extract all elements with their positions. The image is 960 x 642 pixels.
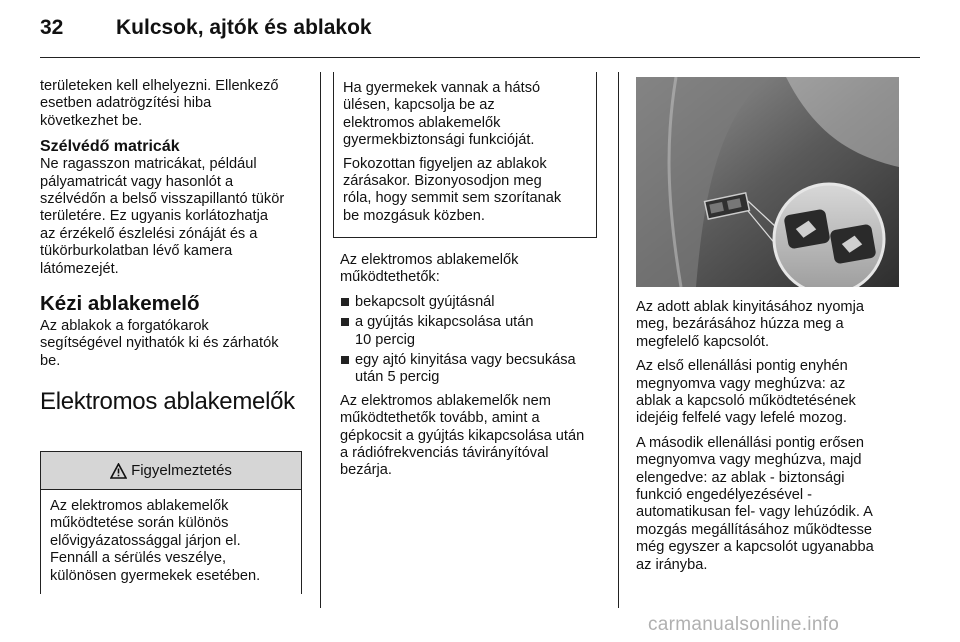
warning-header <box>41 452 301 490</box>
manual-window-heading: Kézi ablakemelő <box>40 292 200 316</box>
col3-paragraph-3: A második ellenállási pontig erősen megnyomva vagy meghúzva, majd elengedve: az ablak - biztonsági funkció engedélyezésével - automatikusan fel- vagy lehúzódik. A mozgás megállításához működtesse még egyszer a kapcsolót ugyanabba az irányba. <box>636 434 874 573</box>
list-item: egy ajtó kinyitása vagy becsukása után 5 percig <box>340 352 610 387</box>
column-divider-2 <box>618 72 619 608</box>
windshield-paragraph: Ne ragasszon matricákat, például pályamatricát vagy hasonlót a szélvédőn a belső visszapillantó tükör területére. Ez ugyanis korlátozhatja az érzékelő észlelési zónáját és a tükörburkolatban lévő kamera látómezejét. <box>40 156 285 277</box>
warning-box <box>40 451 302 594</box>
child-safety-note-box <box>333 72 597 238</box>
list-item: bekapcsolt gyújtásnál <box>340 294 610 311</box>
column-2 <box>340 252 610 487</box>
list-item: a gyújtás kikapcsolása után 10 percig <box>340 314 610 349</box>
after-lock-paragraph: Az elektromos ablakemelők nem működtethetők tovább, amint a gépkocsit a gyújtás kikapcsolása után a rádiófrekvenciás távirányítóval bezárja. <box>340 392 585 479</box>
warning-title: Figyelmeztetés <box>131 462 232 479</box>
note-paragraph-1: Ha gyermekek vannak a hátsó ülésen, kapcsolja be az elektromos ablakemelők gyermekbiztonsági funkcióját. <box>343 80 541 149</box>
operable-conditions-list <box>340 294 610 387</box>
page-number: 32 <box>40 16 64 39</box>
operable-intro: Az elektromos ablakemelők működtethetők: <box>340 252 519 286</box>
column-divider-1 <box>320 72 321 608</box>
watermark: carmanualsonline.info <box>648 614 840 635</box>
header-divider <box>40 57 920 58</box>
note-paragraph-2: Fokozottan figyeljen az ablakok zárásakor. Bizonyosodjon meg róla, hogy semmit sem szorítanak be mozgásuk közben. <box>343 155 562 224</box>
electric-window-heading: Elektromos ablakemelők <box>40 388 295 416</box>
col3-paragraph-1: Az adott ablak kinyitásához nyomja meg, bezárásához húzza meg a megfelelő kapcsolót. <box>636 299 864 350</box>
door-panel-illustration <box>636 77 899 287</box>
col3-paragraph-2: Az első ellenállási pontig enyhén megnyomva vagy meghúzva: az ablak a kapcsoló működtetésének idejéig felfelé vagy lefelé mozog. <box>636 358 856 427</box>
window-switch-photo <box>636 77 899 287</box>
warning-text: Az elektromos ablakemelők működtetése során különös elővigyázatossággal járjon el. Fennáll a sérülés veszélye, különösen gyermekek esetében. <box>50 498 261 584</box>
column-3 <box>636 299 916 581</box>
manual-window-paragraph: Az ablakok a forgatókarok segítségével nyithatók ki és zárhatók be. <box>40 318 279 369</box>
column-1 <box>40 78 310 430</box>
windshield-heading: Szélvédő matricák <box>40 138 180 156</box>
warning-triangle-icon <box>110 463 127 479</box>
page-title: Kulcsok, ajtók és ablakok <box>116 16 372 39</box>
intro-paragraph: területeken kell elhelyezni. Ellenkező esetben adatrögzítési hiba következhet be. <box>40 78 279 129</box>
